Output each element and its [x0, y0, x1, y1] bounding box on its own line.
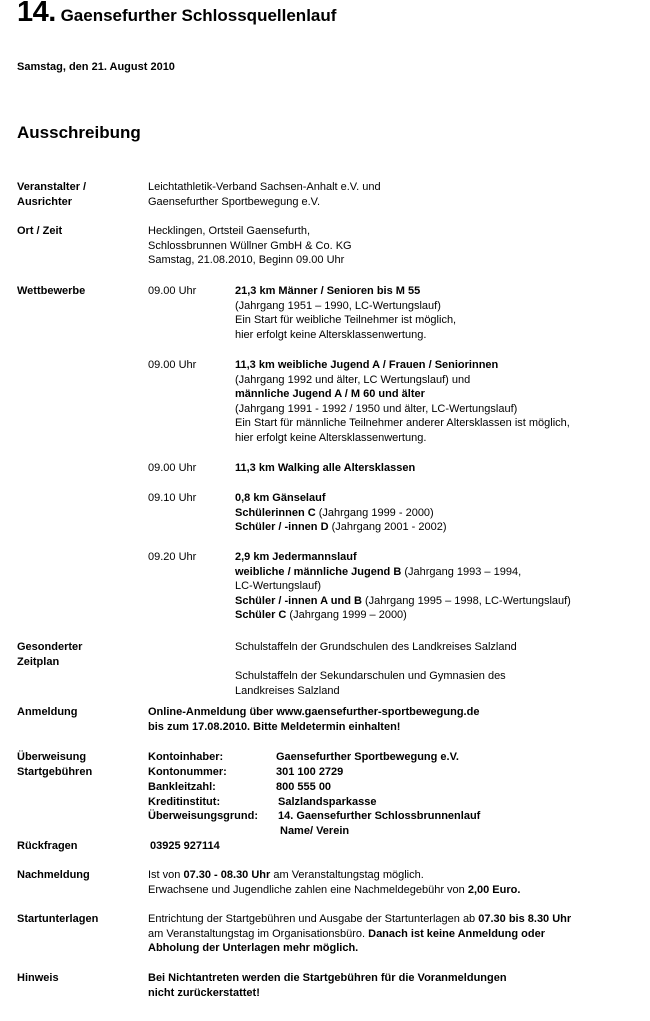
- anmeldung-value: Online-Anmeldung über www.gaensefurther-sportbewegung.de bis zum 17.08.2010. Bitte Meldetermin einhalten!: [148, 706, 480, 733]
- bank-value: 301 100 2729: [276, 766, 344, 778]
- bank-value: Gaensefurther Sportbewegung e.V.: [276, 751, 459, 763]
- hinweis-value: Bei Nichtantreten werden die Startgebühren für die Voranmeldungen nicht zurückerstattet!: [148, 972, 507, 999]
- event-description: 21,3 km Männer / Senioren bis M 55 (Jahrgang 1951 – 1990, LC-Wertungslauf) Ein Start für weibliche Teilnehmer ist möglich, hier erfolgt keine Altersklassenwertung.: [235, 285, 457, 341]
- event-time: 09.00 Uhr: [148, 359, 197, 371]
- label-veranstalter: Veranstalter / Ausrichter: [17, 181, 87, 208]
- event-time: 09.20 Uhr: [148, 551, 197, 563]
- event-time: 09.10 Uhr: [148, 492, 197, 504]
- event-time: 09.00 Uhr: [148, 462, 197, 474]
- page-title: [17, 0, 337, 28]
- startunterlagen-value: Entrichtung der Startgebühren und Ausgabe der Startunterlagen ab 07.30 bis 8.30 Uhr am Veranstaltungstag im Organisationsbüro. Danach ist keine Anmeldung oder Abholung der Unterlagen mehr möglich.: [148, 913, 572, 955]
- label-hinweis: Hinweis: [17, 972, 59, 984]
- label-ueberweisung: Überweisung Startgebühren: [17, 751, 93, 778]
- label-wettbewerbe: Wettbewerbe: [17, 285, 86, 297]
- nachmeldung-value: Ist von 07.30 - 08.30 Uhr am Veranstaltungstag möglich. Erwachsene und Jugendliche zahlen eine Nachmeldegebühr von 2,00 Euro.: [148, 869, 521, 896]
- event-name: Gaensefurther Schlossquellenlauf: [60, 6, 337, 25]
- event-time: 09.00 Uhr: [148, 285, 197, 297]
- event-description: 11,3 km Walking alle Altersklassen: [235, 462, 416, 474]
- bank-key: Kontoinhaber:: [148, 751, 224, 763]
- bank-value: 14. Gaensefurther Schlossbrunnenlauf: [278, 810, 481, 822]
- label-zeitplan: Gesonderter Zeitplan: [17, 641, 83, 668]
- label-startunterlagen: Startunterlagen: [17, 913, 99, 925]
- ort-zeit-value: Hecklingen, Ortsteil Gaensefurth, Schlossbrunnen Wüllner GmbH & Co. KG Samstag, 21.08.2010, Beginn 09.00 Uhr: [148, 225, 352, 267]
- phone-number: 03925 927114: [150, 840, 220, 852]
- bank-key: Überweisungsgrund:: [148, 810, 259, 822]
- bank-value: Name/ Verein: [280, 825, 350, 837]
- event-description: 2,9 km Jedermannslauf weibliche / männliche Jugend B (Jahrgang 1993 – 1994, LC-Wertungslauf) Schüler / -innen A und B (Jahrgang 1995 – 1998, LC-Wertungslauf) Schüler C (Jahrgang 1999 – 2000): [235, 551, 571, 622]
- bank-key: Kontonummer:: [148, 766, 227, 778]
- label-anmeldung: Anmeldung: [17, 706, 78, 718]
- label-nachmeldung: Nachmeldung: [17, 869, 90, 881]
- bank-value: Salzlandsparkasse: [278, 796, 377, 808]
- label-rueckfragen: Rückfragen: [17, 840, 78, 852]
- bank-value: 800 555 00: [276, 781, 332, 793]
- event-description: 11,3 km weibliche Jugend A / Frauen / Seniorinnen (Jahrgang 1992 und älter, LC Wertungslauf) und männliche Jugend A / M 60 und älter (Jahrgang 1991 - 1992 / 1950 und älter, LC-Wertungslauf) Ein Start für männliche Teilnehmer anderer Altersklassen ist möglich, hier erfolgt keine Altersklassenwertung.: [235, 359, 570, 444]
- label-ort-zeit: Ort / Zeit: [17, 225, 63, 237]
- bank-key: Bankleitzahl:: [148, 781, 216, 793]
- event-description: 0,8 km Gänselauf Schülerinnen C (Jahrgang 1999 - 2000) Schüler / -innen D (Jahrgang 2001 - 2002): [235, 492, 447, 534]
- edition-number: 14.: [17, 0, 56, 28]
- section-heading: Ausschreibung: [17, 123, 141, 142]
- veranstalter-value: Leichtathletik-Verband Sachsen-Anhalt e.V. und Gaensefurther Sportbewegung e.V.: [148, 181, 381, 208]
- bank-key: Kreditinstitut:: [148, 796, 221, 808]
- zeitplan-sekundarschulen: Schulstaffeln der Sekundarschulen und Gymnasien des Landkreises Salzland: [235, 670, 506, 697]
- event-date: Samstag, den 21. August 2010: [17, 61, 175, 73]
- zeitplan-grundschulen: Schulstaffeln der Grundschulen des Landkreises Salzland: [235, 641, 517, 653]
